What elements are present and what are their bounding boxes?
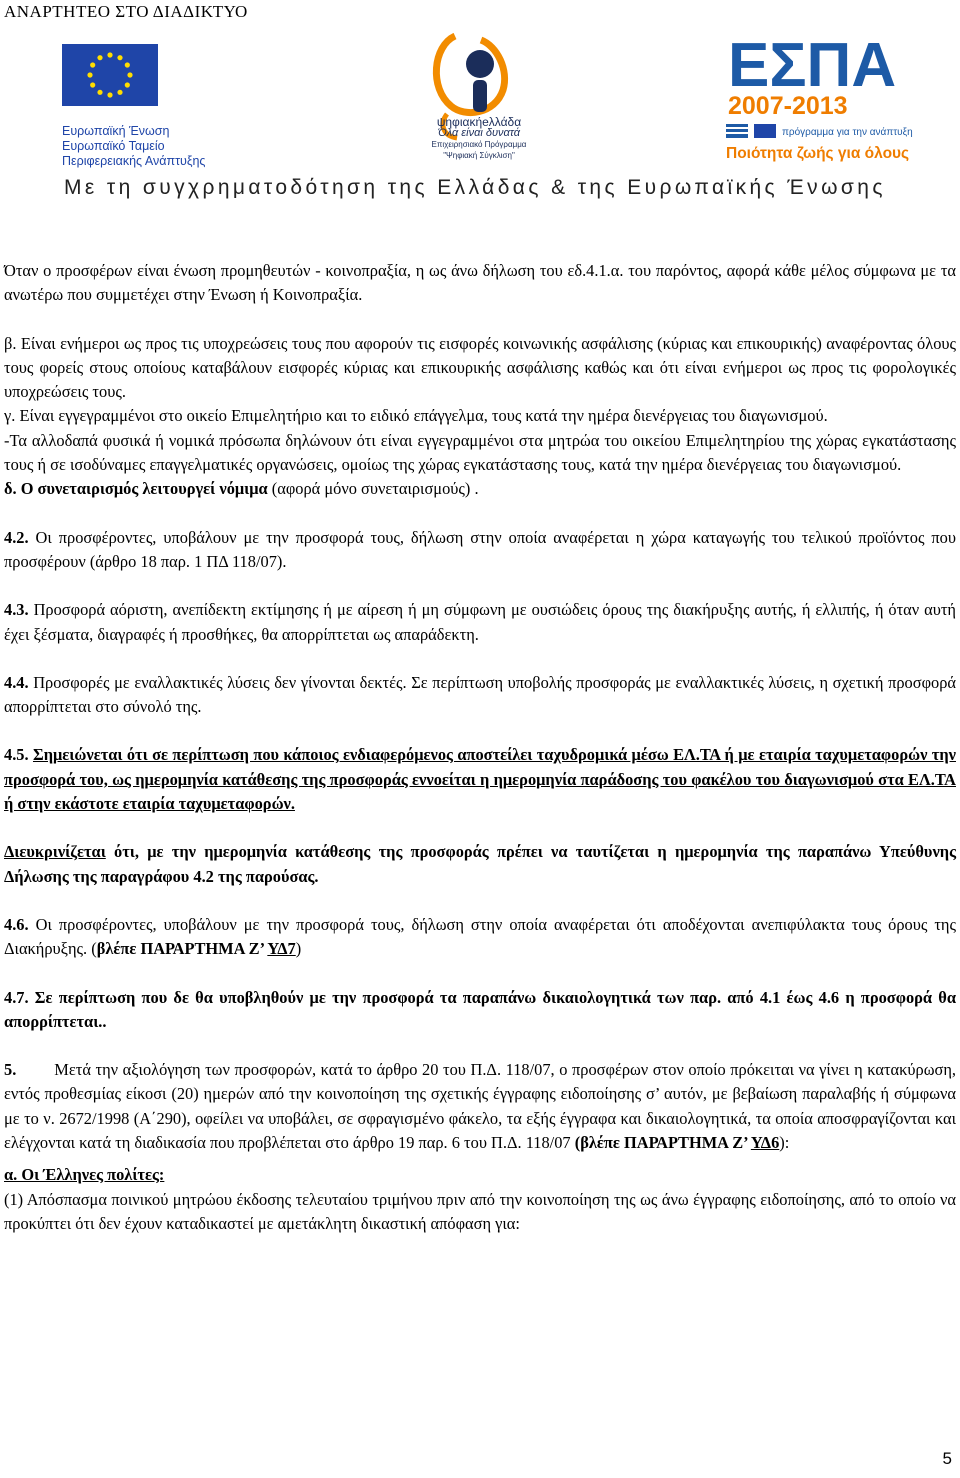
page-number: 5 xyxy=(942,1449,952,1468)
section-text: Οι προσφέροντες, υποβάλουν με την προσφορά τους, δήλωση στην οποία αναφέρεται η χώρα καταγωγής του τελικού προϊόντος που προσφέρουν (άρθρο 18 παρ. 1 ΠΔ 118/07). xyxy=(4,527,956,571)
cooperative-bold: δ. Ο συνεταιρισμός λειτουργεί νόμιμα xyxy=(4,479,268,499)
section-number: 4.2. xyxy=(4,527,29,547)
section-text: Προσφορές με εναλλακτικές λύσεις δεν γίνονται δεκτές. Σε περίπτωση υποβολής προσφοράς με εναλλακτικές λύσεις, η σχετική προσφορά απορρίπτεται στο σύνολό της. xyxy=(4,672,956,717)
clarification-keyword: Διευκρινίζεται xyxy=(4,842,106,862)
eu-logo-line: Ευρωπαϊκή Ένωση xyxy=(62,124,170,138)
eu-star-icon xyxy=(117,55,122,60)
greek-flag-icon xyxy=(726,124,748,138)
section-4-4 xyxy=(4,671,956,720)
eu-logo-line: Ευρωπαϊκό Ταμείο xyxy=(62,139,165,153)
section-number: 4.7. xyxy=(4,987,29,1007)
espa-years: 2007-2013 xyxy=(728,92,848,120)
posting-notice: ΑΝΑΡΤΗΤΕΟ ΣΤΟ ΔΙΑΔΙΚΤΥΟ xyxy=(4,2,248,21)
eu-star-icon xyxy=(107,52,112,57)
digital-logo-slogan: Όλα είναι δυνατά xyxy=(437,127,521,139)
paragraph-c-chamber: γ. Είναι εγγεγραμμένοι στο οικείο Επιμελητήριο και το ειδικό επάγγελμα, τους κατά την ημέρα διενέργειας του διαγωνισμού. xyxy=(4,406,828,426)
document-body xyxy=(4,259,956,1236)
section-text: Προσφορά αόριστη, ανεπίδεκτη εκτίμησης ή με αίρεση ή μη σύμφωνη με ουσιώδεις όρους της διακήρυξης αυτής, ή ελλιπής, ή όταν αυτή έχει ξέσματα, διαγραφές ή προσθήκες, θα απορρίπτεται ως απαράδεκτη. xyxy=(4,600,956,644)
eu-star-icon xyxy=(87,72,92,77)
eu-flag-logo xyxy=(62,44,158,106)
greek-citizens-heading xyxy=(4,1163,956,1187)
eu-star-icon xyxy=(127,72,132,77)
espa-logo xyxy=(720,28,950,168)
paragraph-foreign-entities: -Τα αλλοδαπά φυσικά ή νομικά πρόσωπα δηλώνουν ότι είναι εγγεγραμμένοι στα μητρώα του οικείου Επιμελητηρίου της χώρας εγκατάστασης τους ή σε ισοδύναμες επαγγελματικές οργανώσεις, ομοίως της χώρας εγκατάστασης τους, κατά την ημέρα διενέργειας του διαγωνισμού. xyxy=(4,430,956,475)
paragraph-consortium: Όταν ο προσφέρων είναι ένωση προμηθευτών - κοινοπραξία, η ως άνω δήλωση του εδ.4.1.α. του παρόντος, αφορά κάθε μέλος σύμφωνα με τα ανωτέρω που συμμετέχει στην Ένωση ή Κοινοπραξία. xyxy=(4,261,956,305)
section-4-2 xyxy=(4,526,956,575)
section-text: Μετά την αξιολόγηση των προσφορών, κατά το άρθρο 20 του Π.Δ. 118/07, ο προσφέρων στον οποίο πρόκειται να γίνει η κατακύρωση, εντός προθεσμίας είκοσι (20) ημερών από την κοινοποίηση της σχετικής έγγραφης ειδοποίησης σ’ αυτόν, με βεβαίωση παραλαβής ή σύμφωνα με το ν. 2672/1998 (Α΄290), οφείλει να υποβάλει, σε σφραγισμένο φάκελο, τα εξής έγγραφα και δικαιολογητικά, τα οποία αποσφραγίζονται και ελέγχονται κατά τη διαδικασία που προβλέπεται στο άρθρο 19 παρ. 6 του Π.Δ. 118/07 xyxy=(4,1060,956,1153)
section-number: 4.5. xyxy=(4,745,29,765)
section-number: 4.6. xyxy=(4,914,29,934)
eu-star-icon xyxy=(97,90,102,95)
annex-close: ) xyxy=(295,939,302,959)
digital-logo-program: "Ψηφιακή Σύγκλιση" xyxy=(443,151,515,160)
eu-logo-text xyxy=(62,124,205,169)
cooperative-note: (αφορά μόνο συνεταιρισμούς) . xyxy=(267,479,479,499)
section-text-bold-underlined: Σημειώνεται ότι σε περίπτωση που κάποιος ενδιαφερόμενος αποστείλει ταχυδρομικά μέσω ΕΛ.ΤΑ ή με εταιρία ταχυμεταφορών την προσφορά του, ως ημερομηνία κατάθεσης της προσφοράς εννοείται η ημερομηνία παράδοσης του φακέλου του διαγωνισμού στα ΕΛ.ΤΑ ή στην εκάστοτε εταιρία ταχυμεταφορών. xyxy=(4,745,956,814)
annex-code: ΥΔ7 xyxy=(267,939,296,959)
espa-program: πρόγραμμα για την ανάπτυξη xyxy=(782,127,913,138)
eu-flag-small-icon xyxy=(754,124,776,138)
clarification-text: ότι, με την ημερομηνία κατάθεσης της προσφοράς πρέπει να ταυτίζεται η ημερομηνία της παραπάνω Υπεύθυνης Δήλωσης της παραγράφου 4.2 της παρούσας. xyxy=(4,842,956,886)
eu-star-icon xyxy=(125,62,130,67)
criminal-record-item: (1) Απόσπασμα ποινικού μητρώου έκδοσης τελευταίου τριμήνου πριν από την κοινοποίηση της ως άνω έγγραφης ειδοποίησης, από το οποίο να προκύπτει ότι δεν έχουν καταδικαστεί με αμετάκλητη δικαστική απόφαση για: xyxy=(4,1189,956,1233)
clarification-paragraph xyxy=(4,840,956,889)
section-4-7 xyxy=(4,986,956,1035)
paragraph-b-insurance: β. Είναι ενήμεροι ως προς τις υποχρεώσεις τους που αφορούν τις εισφορές κοινωνικής ασφάλισης (κύριας και επικουρικής) αναφέροντας όλους τους φορείς στους οποίους καταβάλουν εισφορές κύριας και επικουρικής ασφάλισης καθώς και ότι είναι ενήμεροι ως προς τις φορολογικές υποχρεώσεις τους. xyxy=(4,333,956,402)
eu-star-icon xyxy=(90,62,95,67)
section-text: Σε περίπτωση που δε θα υποβληθούν με την προσφορά τα παραπάνω δικαιολογητικά των παρ. από 4.1 έως 4.6 η προσφορά θα απορρίπτεται.. xyxy=(4,987,956,1031)
eu-star-icon xyxy=(117,90,122,95)
section-text: Οι προσφέροντες, υποβάλουν με την προσφορά τους, δήλωση στην οποία αναφέρεται ότι αποδέχονται ανεπιφύλακτα τους όρους της Διακήρυξης. ( xyxy=(4,914,956,959)
eu-star-icon xyxy=(107,92,112,97)
espa-title: ΕΣΠΑ xyxy=(728,31,897,100)
greek-citizens-label: α. Οι Έλληνες πολίτες: xyxy=(4,1165,165,1185)
espa-slogan: Ποιότητα ζωής για όλους xyxy=(726,145,910,162)
section-4-6 xyxy=(4,913,956,962)
eu-logo-line: Περιφερειακής Ανάπτυξης xyxy=(62,154,206,168)
annex-reference: (βλέπε ΠΑΡΑΡΤΗΜΑ Ζ’ xyxy=(574,1133,751,1153)
section-4-5 xyxy=(4,743,956,816)
cofunding-banner: Με τη συγχρηματοδότηση της Ελλάδας & της Ευρωπαϊκής Ένωσης xyxy=(64,176,886,199)
annex-code: ΥΔ6 xyxy=(750,1133,780,1153)
annex-reference: βλέπε ΠΑΡΑΡΤΗΜΑ Ζ’ xyxy=(96,939,268,959)
paragraph-d-cooperative xyxy=(4,477,956,501)
digital-logo-program: Επιχειρησιακό Πρόγραμμα xyxy=(431,140,527,149)
eu-star-icon xyxy=(90,82,95,87)
eu-star-icon xyxy=(97,55,102,60)
section-number: 4.3. xyxy=(4,600,29,620)
section-4-3 xyxy=(4,598,956,647)
section-5 xyxy=(4,1058,956,1155)
section-number: 4.4. xyxy=(4,672,29,692)
section-number: 5. xyxy=(4,1060,17,1080)
digital-greece-text xyxy=(396,117,562,161)
digital-logo-title: ψηφιακήeλλάδα xyxy=(436,115,522,129)
eu-star-icon xyxy=(125,82,130,87)
annex-close: ): xyxy=(779,1133,790,1153)
